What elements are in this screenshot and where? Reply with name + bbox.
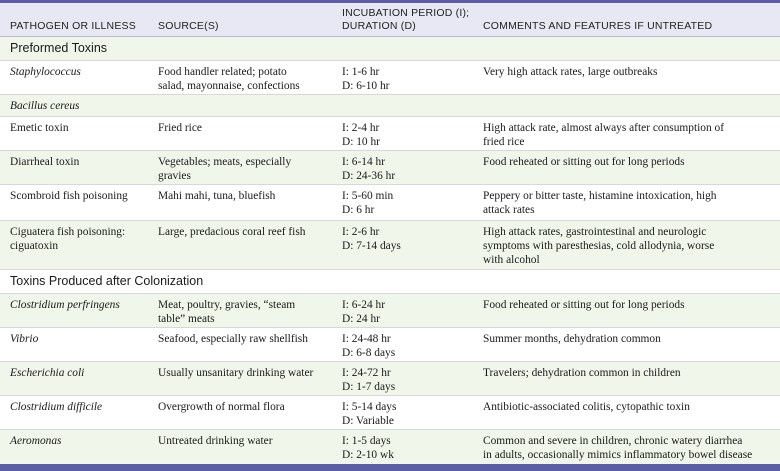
duration-line: D: 24 hr xyxy=(342,313,380,325)
source-line: Meat, poultry, gravies, “steam xyxy=(158,299,296,311)
incubation-cell xyxy=(342,121,474,149)
source-cell xyxy=(158,225,334,239)
table-row xyxy=(0,117,780,151)
source-line: Untreated drinking water xyxy=(158,435,273,447)
source-cell xyxy=(158,65,334,93)
comments-line: fried rice xyxy=(483,136,525,148)
pathogen-cell: Scombroid fish poisoning xyxy=(10,190,128,202)
table-header xyxy=(0,3,780,37)
table-row xyxy=(0,185,780,221)
source-line: Food handler related; potato xyxy=(158,66,287,78)
pathogen-cell: Aeromonas xyxy=(10,435,62,447)
table-row xyxy=(0,430,780,464)
incubation-line: I: 2-6 hr xyxy=(342,226,380,238)
table-row xyxy=(0,95,780,117)
table-row xyxy=(0,151,780,185)
bottom-accent-bar xyxy=(0,464,780,471)
pathogen-line: Ciguatera fish poisoning: xyxy=(10,226,126,238)
incubation-line: I: 1-5 days xyxy=(342,435,391,447)
source-cell xyxy=(158,332,334,346)
pathogen-cell: Staphylococcus xyxy=(10,66,81,78)
incubation-cell xyxy=(342,366,474,394)
table-row xyxy=(0,362,780,396)
section-label: Toxins Produced after Colonization xyxy=(10,274,204,288)
incubation-line: I: 24-72 hr xyxy=(342,367,391,379)
source-cell xyxy=(158,189,334,203)
table-row xyxy=(0,328,780,362)
pathogen-cell xyxy=(10,225,150,253)
section-label: Preformed Toxins xyxy=(10,41,108,55)
comments-line: Very high attack rates, large outbreaks xyxy=(483,66,658,78)
comments-cell xyxy=(483,155,773,169)
incubation-cell xyxy=(342,65,474,93)
incubation-line: I: 5-14 days xyxy=(342,401,397,413)
comments-line: High attack rate, almost always after consumption of xyxy=(483,122,725,134)
incubation-cell xyxy=(342,225,474,253)
comments-line: Summer months, dehydration common xyxy=(483,333,661,345)
source-line: Fried rice xyxy=(158,122,202,134)
comments-line: symptoms with paresthesias, cold allodynia, worse xyxy=(483,240,715,252)
duration-line: D: Variable xyxy=(342,415,394,427)
pathogen-cell: Bacillus cereus xyxy=(10,100,80,112)
incubation-line: I: 1-6 hr xyxy=(342,66,380,78)
duration-line: D: 6-8 days xyxy=(342,347,396,359)
incubation-cell xyxy=(342,332,474,360)
pathogen-cell: Vibrio xyxy=(10,333,39,345)
duration-line: D: 24-36 hr xyxy=(342,170,396,182)
source-cell xyxy=(158,400,334,414)
pathogen-cell: Clostridium perfringens xyxy=(10,299,120,311)
source-line: table” meats xyxy=(158,313,215,325)
table-row xyxy=(0,396,780,430)
incubation-line: I: 6-14 hr xyxy=(342,156,386,168)
incubation-cell xyxy=(342,434,474,462)
source-cell xyxy=(158,434,334,448)
comments-line: with alcohol xyxy=(483,254,540,266)
comments-line: Food reheated or sitting out for long periods xyxy=(483,156,685,168)
source-line: gravies xyxy=(158,170,191,182)
incubation-line: I: 5-60 min xyxy=(342,190,394,202)
source-line: salad, mayonnaise, confections xyxy=(158,80,300,92)
comments-cell xyxy=(483,225,773,267)
pathogen-cell: Emetic toxin xyxy=(10,122,69,134)
pathogen-cell: Clostridium difficile xyxy=(10,401,103,413)
comments-cell xyxy=(483,400,773,414)
pathogen-cell: Diarrheal toxin xyxy=(10,156,80,168)
comments-cell xyxy=(483,121,773,149)
incubation-cell xyxy=(342,155,474,183)
table-row xyxy=(0,294,780,328)
comments-line: Food reheated or sitting out for long periods xyxy=(483,299,685,311)
table-row xyxy=(0,61,780,95)
duration-line: D: 2-10 wk xyxy=(342,449,394,461)
header-pathogen: PATHOGEN OR ILLNESS xyxy=(10,20,136,32)
comments-line: Common and severe in children, chronic watery diarrhea xyxy=(483,435,743,447)
source-line: Seafood, especially raw shellfish xyxy=(158,333,308,345)
duration-line: D: 10 hr xyxy=(342,136,380,148)
duration-line: D: 1-7 days xyxy=(342,381,396,393)
comments-cell xyxy=(483,332,773,346)
pathogen-cell: Escherichia coli xyxy=(10,367,85,379)
source-cell xyxy=(158,121,334,135)
header-comments: COMMENTS AND FEATURES IF UNTREATED xyxy=(483,20,713,32)
header-incubation xyxy=(342,7,469,33)
duration-line: D: 6-10 hr xyxy=(342,80,390,92)
source-line: Overgrowth of normal flora xyxy=(158,401,285,413)
incubation-cell xyxy=(342,400,474,428)
source-line: Large, predacious coral reef fish xyxy=(158,226,306,238)
incubation-cell xyxy=(342,189,474,217)
comments-line: High attack rates, gastrointestinal and neurologic xyxy=(483,226,707,238)
comments-line: in adults, occasionally mimics inflammatory bowel disease xyxy=(483,449,753,461)
duration-line: D: 6 hr xyxy=(342,204,375,216)
comments-line: Antibiotic-associated colitis, cytopathic toxin xyxy=(483,401,690,413)
source-cell xyxy=(158,366,334,380)
duration-line: D: 7-14 days xyxy=(342,240,401,252)
section-row-colonization xyxy=(0,270,780,294)
comments-cell xyxy=(483,189,773,217)
source-line: Vegetables; meats, especially xyxy=(158,156,292,168)
header-source: SOURCE(S) xyxy=(158,20,219,32)
comments-cell xyxy=(483,298,773,312)
incubation-line: I: 24-48 hr xyxy=(342,333,391,345)
section-row-preformed xyxy=(0,37,780,61)
comments-cell xyxy=(483,65,773,79)
incubation-line: I: 2-4 hr xyxy=(342,122,380,134)
source-line: Usually unsanitary drinking water xyxy=(158,367,314,379)
comments-cell xyxy=(483,366,773,380)
comments-cell xyxy=(483,434,773,462)
header-incubation-line1: INCUBATION PERIOD (I); xyxy=(342,7,470,19)
incubation-line: I: 6-24 hr xyxy=(342,299,386,311)
header-incubation-line2: DURATION (D) xyxy=(342,20,416,32)
incubation-cell xyxy=(342,298,474,326)
comments-line: attack rates xyxy=(483,204,535,216)
source-cell xyxy=(158,298,334,326)
source-line: Mahi mahi, tuna, bluefish xyxy=(158,190,276,202)
comments-line: Travelers; dehydration common in children xyxy=(483,367,681,379)
source-cell xyxy=(158,155,334,183)
table-row xyxy=(0,221,780,270)
pathogen-line: ciguatoxin xyxy=(10,240,59,252)
comments-line: Peppery or bitter taste, histamine intoxication, high xyxy=(483,190,717,202)
